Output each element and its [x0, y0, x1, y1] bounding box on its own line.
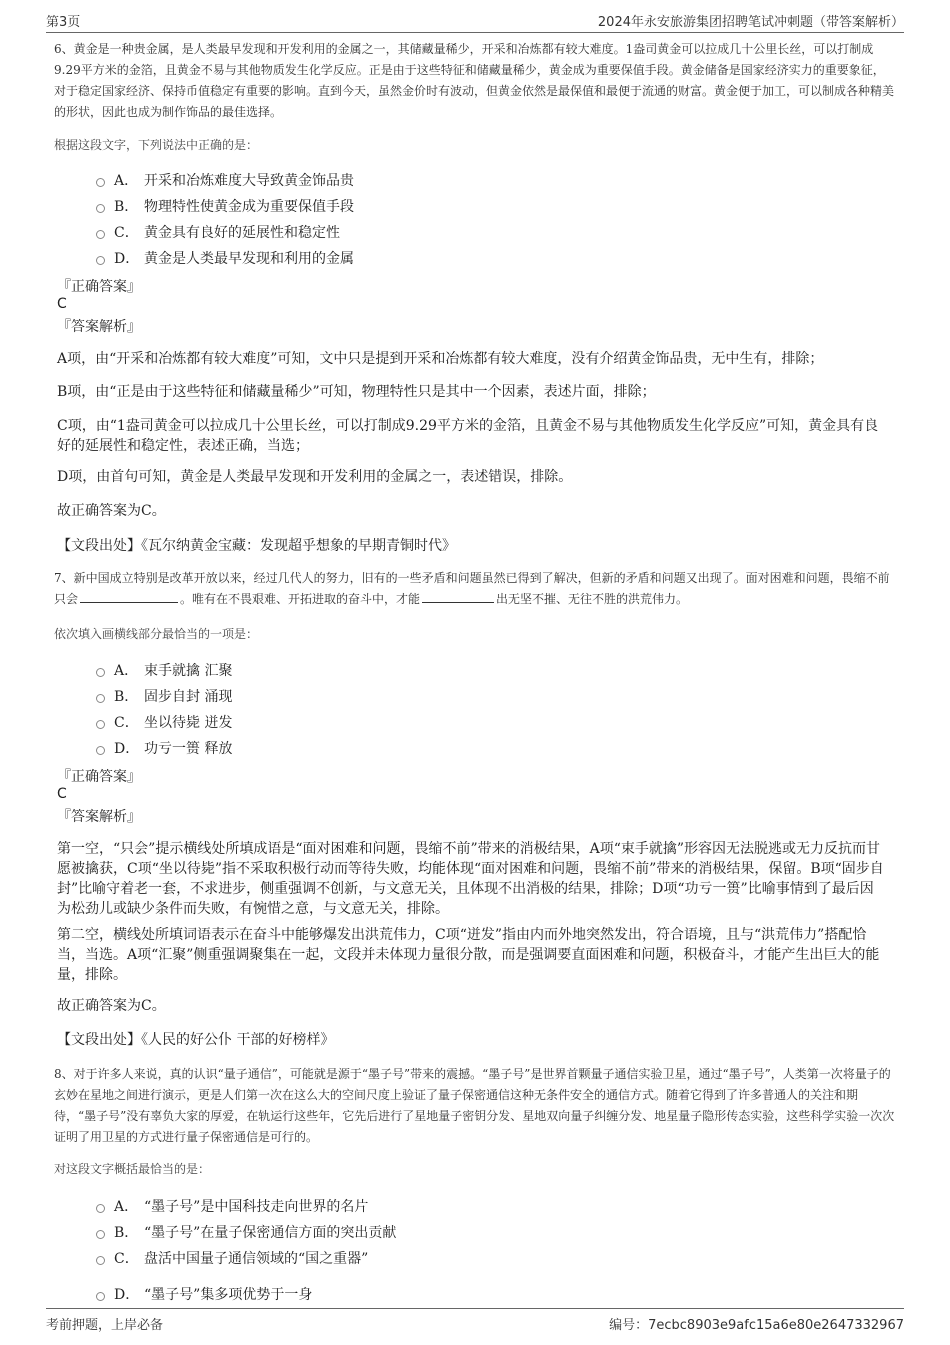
q8-option-b[interactable] [96, 1222, 396, 1242]
q8-option-a[interactable] [96, 1196, 368, 1216]
radio-icon[interactable] [96, 204, 105, 213]
radio-icon[interactable] [96, 1292, 105, 1301]
option-letter: D． [114, 1287, 140, 1303]
radio-icon[interactable] [96, 230, 105, 239]
q8-prompt: 对这段文字概括最恰当的是： [54, 1162, 211, 1176]
q7-option-d[interactable] [96, 738, 232, 758]
q6-conclusion: 故正确答案为C。 [57, 503, 166, 519]
radio-icon[interactable] [96, 746, 105, 755]
q6-analysis-b: B项，由“正是由于这些特征和储藏量稀少”可知，物理特性只是其中一个因素，表述片面，排除； [57, 384, 656, 400]
q6-option-c[interactable] [96, 222, 340, 242]
q7-analysis-label: 『答案解析』 [57, 809, 141, 825]
q7-option-c[interactable] [96, 712, 232, 732]
q7-analysis-second-blank: 第二空，横线处所填词语表示在奋斗中能够爆发出洪荒伟力，C项“迸发”指由内而外地突然发出，符合语境，且与“洪荒伟力”搭配恰当，当选。A项“汇聚”侧重强调聚集在一起，文段并未体现力量很分散，而是强调要直面困难和问题，积极奋斗，才能产生出巨大的能量，排除。 [57, 927, 880, 983]
q8-option-c[interactable] [96, 1248, 368, 1268]
document-serial: 编号：7ecbc8903e9afc15a6e80e2647332967 [609, 1318, 904, 1333]
q7-option-b[interactable] [96, 686, 232, 706]
q7-answer: C [57, 786, 67, 802]
q6-passage: 6、黄金是一种贵金属，是人类最早发现和开发利用的金属之一，其储藏量稀少，开采和冶炼都有较大难度。1盎司黄金可以拉成几十公里长丝，可以打制成9.29平方米的金箔，且黄金不易与其他物质发生化学反应。正是由于这些特征和储藏量稀少，黄金成为重要保值手段。黄金储备是国家经济实力的重要象征，对于稳定国家经济、保持币值稳定有重要的影响。直到今天，虽然金价时有波动，但黄金依然是最保值和最便于流通的财富。黄金便于加工，可以制成各种精美的形状，因此也成为制作饰品的最佳选择。 [54, 42, 895, 119]
q6-analysis-d: D项，由首句可知，黄金是人类最早发现和开发利用的金属之一，表述错误，排除。 [57, 469, 573, 485]
option-letter: B． [114, 689, 139, 705]
option-letter: D． [114, 741, 140, 757]
option-text: 束手就擒 汇聚 [144, 663, 233, 679]
q7-passage-part3: 出无坚不摧、无往不胜的洪荒伟力。 [496, 592, 689, 606]
q7-passage-part1: 7、新中国成立特别是改革开放以来，经过几代人的努力，旧有的一些矛盾和问题虽然已得到了解决，但新的矛盾和问题又出现了。面对困难和问题，畏缩不前只会 [54, 571, 890, 606]
radio-icon[interactable] [96, 178, 105, 187]
page-header [0, 0, 950, 34]
q6-prompt: 根据这段文字，下列说法中正确的是： [54, 138, 259, 152]
q6-analysis-c: C项，由“1盎司黄金可以拉成几十公里长丝，可以打制成9.29平方米的金箔，且黄金不易与其他物质发生化学反应”可知，黄金具有良好的延展性和稳定性，表述正确，当选； [57, 418, 879, 454]
option-letter: C． [114, 1251, 139, 1267]
option-text: 黄金是人类最早发现和利用的金属 [144, 251, 354, 267]
option-letter: C． [114, 715, 139, 731]
option-text: 物理特性使黄金成为重要保值手段 [144, 199, 354, 215]
fill-blank-1[interactable] [80, 590, 178, 603]
option-letter: C． [114, 225, 139, 241]
page-footer [0, 1308, 950, 1345]
header-divider [46, 32, 904, 33]
option-text: 坐以待毙 迸发 [144, 715, 233, 731]
q7-prompt: 依次填入画横线部分最恰当的一项是： [54, 627, 259, 641]
q7-option-a[interactable] [96, 660, 232, 680]
option-letter: A． [114, 1199, 139, 1215]
q6-answer-label: 『正确答案』 [57, 279, 141, 295]
q7-passage-part2: 。唯有在不畏艰难、开拓进取的奋斗中，才能 [180, 592, 421, 606]
q7-analysis-first-blank: 第一空，“只会”提示横线处所填成语是“面对困难和问题，畏缩不前”带来的消极结果，A项“束手就擒”形容因无法脱逃或无力反抗而甘愿被擒获，C项“坐以待毙”指不采取积极行动而等待失败，均能体现“面对困难和问题，畏缩不前”带来的消极结果，保留。B项“固步自封”比喻守着老一套，不求进步，侧重强调不创新，与文意无关，且体现不出消极的结果，排除；D项“功亏一篑”比喻事情到了最后因为松劲儿或缺少条件而失败，有惋惜之意，与文意无关，排除。 [57, 841, 884, 917]
q6-option-b[interactable] [96, 196, 354, 216]
option-text: 固步自封 涌现 [144, 689, 233, 705]
q6-option-a[interactable] [96, 170, 354, 190]
radio-icon[interactable] [96, 1256, 105, 1265]
option-text: 黄金具有良好的延展性和稳定性 [144, 225, 340, 241]
footer-divider [46, 1308, 904, 1309]
option-letter: D． [114, 251, 140, 267]
radio-icon[interactable] [96, 720, 105, 729]
radio-icon[interactable] [96, 668, 105, 677]
option-letter: A． [114, 173, 139, 189]
document-title: 2024年永安旅游集团招聘笔试冲刺题（带答案解析） [597, 15, 904, 30]
footer-slogan: 考前押题，上岸必备 [46, 1318, 164, 1333]
option-letter: B． [114, 1225, 139, 1241]
radio-icon[interactable] [96, 1230, 105, 1239]
option-text: 开采和冶炼难度大导致黄金饰品贵 [144, 173, 354, 189]
option-text: 盘活中国量子通信领域的“国之重器” [144, 1251, 369, 1267]
q7-conclusion: 故正确答案为C。 [57, 998, 166, 1014]
q7-answer-label: 『正确答案』 [57, 769, 141, 785]
page-number: 第3页 [46, 15, 81, 30]
option-text: “墨子号”是中国科技走向世界的名片 [144, 1199, 369, 1215]
option-letter: B． [114, 199, 139, 215]
option-text: 功亏一篑 释放 [144, 741, 233, 757]
q8-passage: 8、对于许多人来说，真的认识“量子通信”，可能就是源于“墨子号”带来的震撼。“墨子号”是世界首颗量子通信实验卫星，通过“墨子号”，人类第一次将量子的玄妙在星地之间进行演示，更是人们第一次在这么大的空间尺度上验证了量子保密通信这种无条件安全的通信方式。随着它得到了许多普通人的关注和期待，“墨子号”没有辜负大家的厚爱，在轨运行这些年，它先后进行了星地量子密钥分发、星地双向量子纠缠分发、地星量子隐形传态实验，这些科学实验一次次证明了用卫星的方式进行量子保密通信是可行的。 [54, 1067, 895, 1144]
q6-analysis-label: 『答案解析』 [57, 319, 141, 335]
fill-blank-2[interactable] [422, 590, 494, 603]
q7-passage [54, 568, 896, 610]
q6-answer: C [57, 296, 67, 312]
radio-icon[interactable] [96, 1204, 105, 1213]
q6-source: 【文段出处】《瓦尔纳黄金宝藏：发现超乎想象的早期青铜时代》 [57, 538, 456, 554]
q6-option-d[interactable] [96, 248, 354, 268]
radio-icon[interactable] [96, 694, 105, 703]
q6-analysis-a: A项，由“开采和冶炼都有较大难度”可知，文中只是提到开采和冶炼都有较大难度，没有介绍黄金饰品贵，无中生有，排除； [57, 351, 824, 367]
radio-icon[interactable] [96, 256, 105, 265]
q7-source: 【文段出处】《人民的好公仆 干部的好榜样》 [57, 1032, 335, 1048]
q8-option-d[interactable] [96, 1284, 312, 1304]
option-text: “墨子号”集多项优势于一身 [144, 1287, 313, 1303]
option-text: “墨子号”在量子保密通信方面的突出贡献 [144, 1225, 397, 1241]
option-letter: A． [114, 663, 139, 679]
